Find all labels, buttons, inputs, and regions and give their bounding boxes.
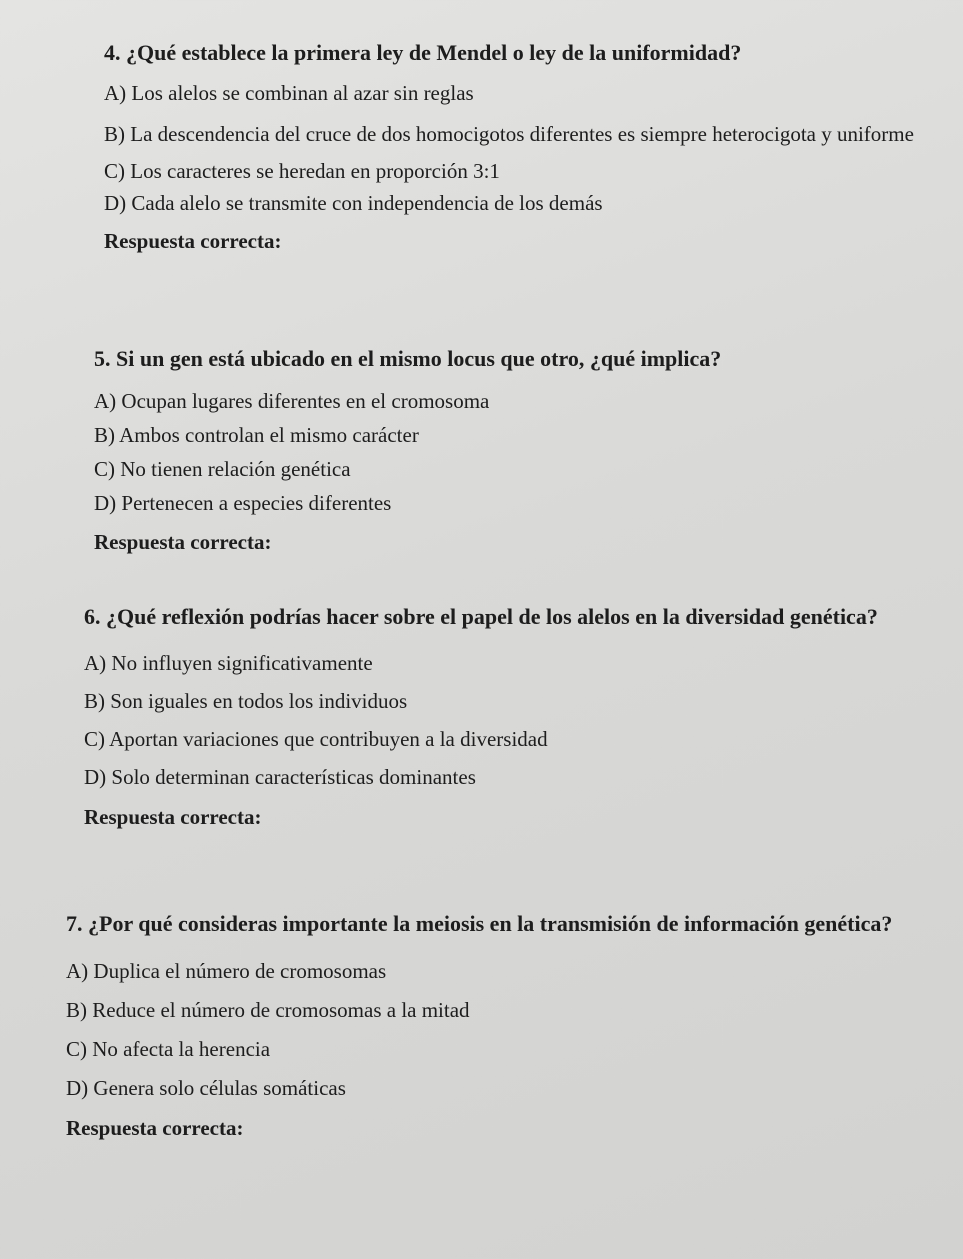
question-7-answer-label: Respuesta correcta:	[66, 1116, 244, 1140]
question-7-option-c: C) No afecta la herencia	[66, 1037, 271, 1061]
question-7-option-b: B) Reduce el número de cromosomas a la mitad	[66, 998, 470, 1022]
question-5-answer-label: Respuesta correcta:	[94, 530, 272, 554]
question-4	[104, 34, 963, 254]
question-4-title: 4. ¿Qué establece la primera ley de Mendel o ley de la uniformidad?	[104, 40, 742, 65]
question-6-option-b: B) Son iguales en todos los individuos	[84, 689, 408, 713]
question-5	[94, 340, 963, 555]
question-5-option-c: C) No tienen relación genética	[94, 457, 351, 481]
question-5-option-d: D) Pertenecen a especies diferentes	[94, 491, 392, 515]
question-4-option-c: C) Los caracteres se heredan en proporción 3:1	[104, 159, 500, 183]
question-6-option-c: C) Aportan variaciones que contribuyen a la diversidad	[84, 727, 548, 751]
question-4-option-d: D) Cada alelo se transmite con independencia de los demás	[104, 191, 603, 215]
question-7-title: 7. ¿Por qué consideras importante la meiosis en la transmisión de información genética?	[66, 911, 893, 936]
question-6	[84, 598, 963, 830]
question-7-option-d: D) Genera solo células somáticas	[66, 1076, 346, 1100]
question-5-option-b: B) Ambos controlan el mismo carácter	[94, 423, 419, 447]
question-7	[66, 905, 946, 1141]
question-5-option-a: A) Ocupan lugares diferentes en el cromosoma	[94, 389, 490, 413]
question-4-option-b: B) La descendencia del cruce de dos homocigotos diferentes es siempre heterocigota y uniforme	[104, 122, 914, 146]
question-6-answer-label: Respuesta correcta:	[84, 805, 262, 829]
question-4-option-a: A) Los alelos se combinan al azar sin reglas	[104, 81, 474, 105]
question-7-option-a: A) Duplica el número de cromosomas	[66, 959, 387, 983]
question-4-answer-label: Respuesta correcta:	[104, 229, 282, 253]
question-6-option-d: D) Solo determinan características dominantes	[84, 765, 476, 789]
question-6-title: 6. ¿Qué reflexión podrías hacer sobre el papel de los alelos en la diversidad genética?	[84, 604, 878, 629]
question-6-option-a: A) No influyen significativamente	[84, 651, 373, 675]
question-5-title: 5. Si un gen está ubicado en el mismo locus que otro, ¿qué implica?	[94, 346, 722, 371]
